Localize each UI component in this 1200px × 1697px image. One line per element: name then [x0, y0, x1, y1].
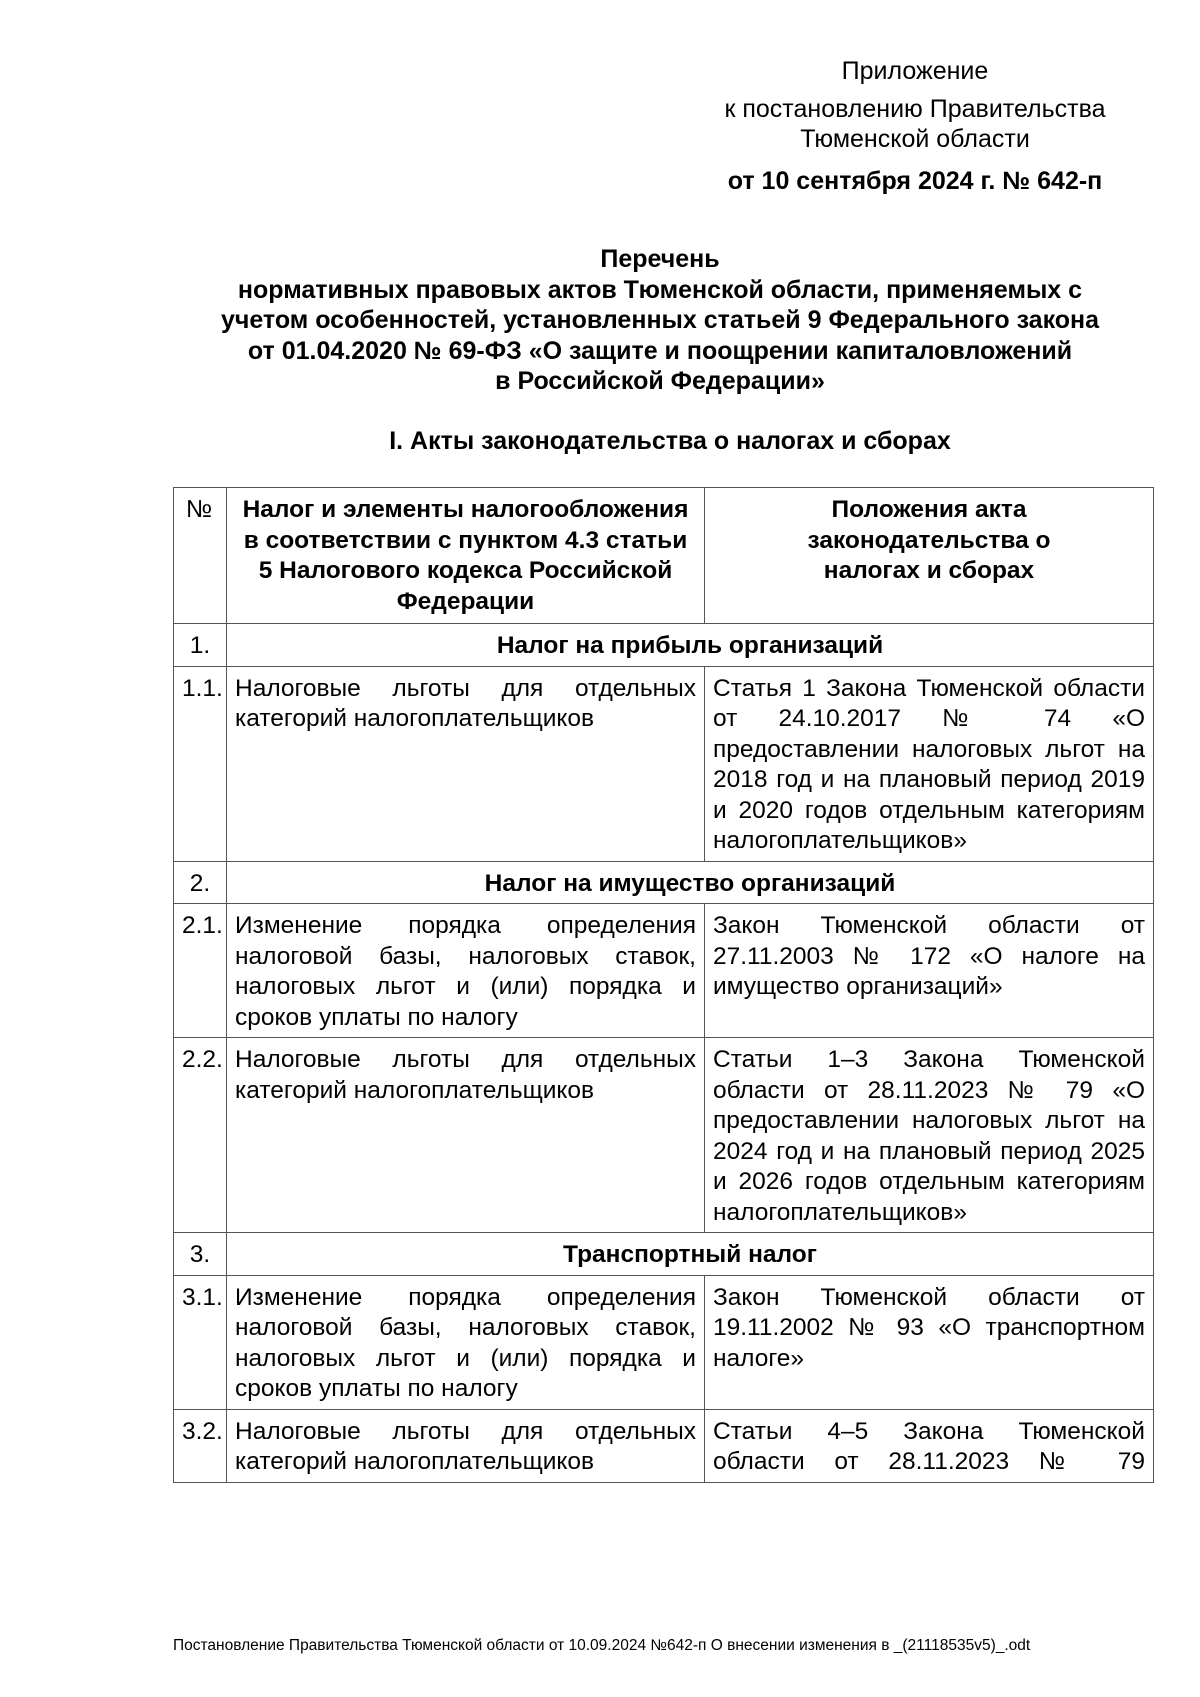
row-number: 2.: [174, 861, 227, 904]
act-provisions: Статья 1 Закона Тюменской области от 24.10.2017 № 74 «О предоставлении налоговых льгот на 2018 год и на плановый период 2019 и 2020 годов отдельным категориям налогоплательщиков»: [705, 666, 1154, 861]
table-row-group: [174, 624, 1154, 667]
page-footer: Постановление Правительства Тюменской области от 10.09.2024 №642-п О внесении изменения в _(21118535v5)_.odt: [173, 1637, 1031, 1654]
title-line-2: нормативных правовых актов Тюменской области, применяемых с: [237, 275, 1083, 304]
row-number: 3.: [174, 1233, 227, 1276]
appendix-header: [700, 56, 1130, 196]
row-number: 3.1.: [174, 1275, 227, 1409]
resolution-line-1: к постановлению Правительства: [724, 95, 1106, 123]
act-provisions: Закон Тюменской области от 27.11.2003 № 172 «О налоге на имущество организаций»: [705, 904, 1154, 1038]
table-row: [174, 1275, 1154, 1409]
section-title: I. Акты законодательства о налогах и сборах: [389, 427, 951, 455]
tax-group-title: Налог на имущество организаций: [227, 861, 1154, 904]
tax-element: Изменение порядка определения налоговой базы, налоговых ставок, налоговых льгот и (или) порядка и сроков уплаты по налогу: [227, 904, 705, 1038]
acts-table: [173, 487, 1154, 1483]
row-number: 2.2.: [174, 1038, 227, 1233]
table-row: [174, 904, 1154, 1038]
row-number: 2.1.: [174, 904, 227, 1038]
title-line-3: учетом особенностей, установленных статьей 9 Федерального закона: [220, 306, 1100, 334]
resolution-line-2: Тюменской области: [800, 125, 1030, 153]
title-line-5: в Российской Федерации»: [495, 367, 825, 395]
table-row: [174, 1038, 1154, 1233]
header-tax: Налог и элементы налогообложения в соответствии с пунктом 4.3 статьи 5 Налогового кодекса Российской Федерации: [227, 488, 705, 624]
table-row: [174, 666, 1154, 861]
tax-group-title: Налог на прибыль организаций: [227, 624, 1154, 667]
tax-element: Налоговые льготы для отдельных категорий налогоплательщиков: [227, 1409, 705, 1482]
order-reference: от 10 сентября 2024 г. № 642-п: [727, 167, 1103, 195]
table-row: [174, 1409, 1154, 1482]
act-provisions: Статьи 1–3 Закона Тюменской области от 28.11.2023 № 79 «О предоставлении налоговых льгот на 2024 год и на плановый период 2025 и 2026 годов отдельным категориям налогоплательщиков»: [705, 1038, 1154, 1233]
act-provisions: Статьи 4–5 Закона Тюменской области от 28.11.2023 № 79: [705, 1409, 1154, 1482]
table-header-row: [174, 488, 1154, 624]
document-title: [180, 244, 1140, 397]
header-num: №: [174, 488, 227, 624]
header-provisions: Положения акта законодательства о налогах и сборах: [705, 488, 1154, 624]
tax-group-title: Транспортный налог: [227, 1233, 1154, 1276]
tax-element: Изменение порядка определения налоговой базы, налоговых ставок, налоговых льгот и (или) порядка и сроков уплаты по налогу: [227, 1275, 705, 1409]
tax-element: Налоговые льготы для отдельных категорий налогоплательщиков: [227, 1038, 705, 1233]
title-line-1: Перечень: [600, 245, 720, 273]
act-provisions: Закон Тюменской области от 19.11.2002 № 93 «О транспортном налоге»: [705, 1275, 1154, 1409]
tax-element: Налоговые льготы для отдельных категорий налогоплательщиков: [227, 666, 705, 861]
row-number: 3.2.: [174, 1409, 227, 1482]
table-row-group: [174, 1233, 1154, 1276]
title-line-4: от 01.04.2020 № 69-ФЗ «О защите и поощрении капиталовложений: [247, 336, 1073, 365]
row-number: 1.: [174, 624, 227, 667]
appendix-label: Приложение: [841, 57, 989, 85]
row-number: 1.1.: [174, 666, 227, 861]
table-row-group: [174, 861, 1154, 904]
